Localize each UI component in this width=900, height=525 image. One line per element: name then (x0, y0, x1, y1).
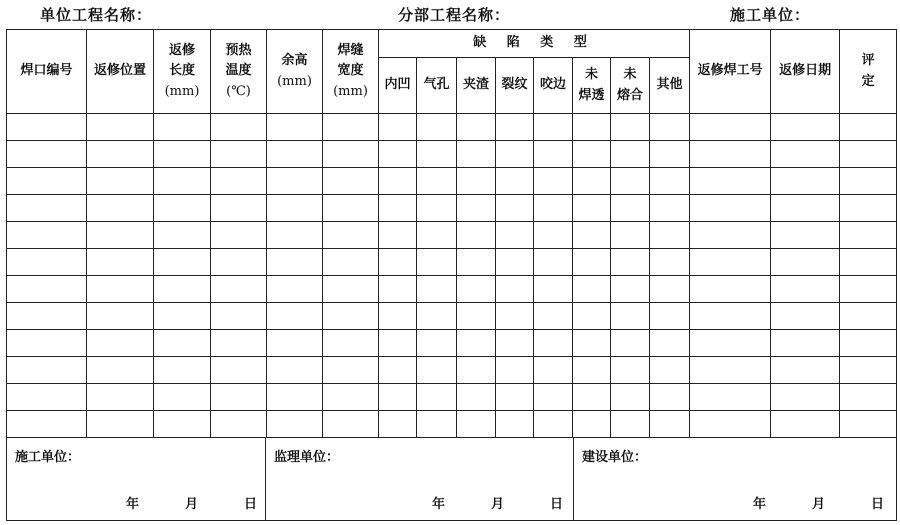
table-cell[interactable] (87, 357, 154, 384)
col-preheat-temp (211, 30, 267, 114)
table-cell[interactable] (417, 276, 457, 303)
table-cell[interactable] (496, 249, 534, 276)
table-cell[interactable] (771, 303, 840, 330)
date-month: 月 (811, 497, 825, 512)
table-row (7, 168, 897, 195)
table-cell[interactable] (323, 276, 379, 303)
table-cell[interactable] (417, 249, 457, 276)
table-cell[interactable] (534, 249, 573, 276)
table-cell[interactable] (771, 141, 840, 168)
table-cell[interactable] (417, 303, 457, 330)
table-cell[interactable] (7, 276, 87, 303)
table-row (7, 141, 897, 168)
date-month: 月 (490, 497, 504, 512)
table-cell[interactable] (323, 141, 379, 168)
table-cell[interactable] (534, 330, 573, 357)
table-cell[interactable] (496, 357, 534, 384)
signature-block-2[interactable] (574, 438, 897, 521)
signature-date (753, 493, 884, 512)
table-cell[interactable] (573, 141, 611, 168)
table-cell[interactable] (154, 411, 211, 438)
table-cell[interactable] (840, 141, 897, 168)
header-line-text: (mm) (277, 73, 312, 89)
table-cell[interactable] (650, 330, 690, 357)
col-reinforcement (267, 30, 323, 114)
col-repair-welder-no: 返修焊工号 (690, 30, 771, 114)
table-cell[interactable] (7, 303, 87, 330)
col-defect-1 (417, 58, 457, 114)
table-cell[interactable] (840, 222, 897, 249)
table-cell[interactable] (690, 249, 771, 276)
table-cell[interactable] (87, 168, 154, 195)
table-cell[interactable] (611, 357, 650, 384)
header-line-text: 定 (861, 73, 875, 89)
table-cell[interactable] (87, 330, 154, 357)
table-cell[interactable] (417, 141, 457, 168)
table-cell[interactable] (379, 222, 417, 249)
table-cell[interactable] (611, 168, 650, 195)
header-line-text: (mm) (164, 83, 200, 99)
table-cell[interactable] (771, 222, 840, 249)
table-cell[interactable] (771, 384, 840, 411)
table-cell[interactable] (211, 276, 267, 303)
table-cell[interactable] (211, 330, 267, 357)
table-cell[interactable] (323, 168, 379, 195)
table-cell[interactable] (573, 114, 611, 141)
col-defect-2 (457, 58, 496, 114)
defect-label: 未 (584, 67, 598, 83)
defect-label: 咬边 (539, 77, 566, 93)
table-row (7, 330, 897, 357)
table-cell[interactable] (457, 276, 496, 303)
table-cell[interactable] (323, 411, 379, 438)
defect-label: 内凹 (384, 77, 411, 93)
table-cell[interactable] (457, 357, 496, 384)
table-cell[interactable] (211, 114, 267, 141)
table-cell[interactable] (573, 249, 611, 276)
table-cell[interactable] (379, 141, 417, 168)
table-cell[interactable] (840, 384, 897, 411)
defect-label: 夹渣 (462, 77, 489, 93)
table-cell[interactable] (534, 411, 573, 438)
table-cell[interactable] (417, 222, 457, 249)
table-cell[interactable] (534, 303, 573, 330)
table-cell[interactable] (7, 195, 87, 222)
table-cell[interactable] (154, 357, 211, 384)
table-cell[interactable] (154, 141, 211, 168)
table-cell[interactable] (840, 303, 897, 330)
col-defect-4 (534, 58, 573, 114)
table-cell[interactable] (771, 168, 840, 195)
table-cell[interactable] (267, 168, 323, 195)
table-cell[interactable] (211, 303, 267, 330)
table-cell[interactable] (496, 195, 534, 222)
table-cell[interactable] (650, 411, 690, 438)
table-cell[interactable] (496, 141, 534, 168)
table-cell[interactable] (690, 114, 771, 141)
table-cell[interactable] (211, 222, 267, 249)
table-cell[interactable] (496, 330, 534, 357)
table-cell[interactable] (417, 330, 457, 357)
table-cell[interactable] (611, 141, 650, 168)
table-cell[interactable] (267, 249, 323, 276)
table-cell[interactable] (534, 114, 573, 141)
table-cell[interactable] (211, 141, 267, 168)
header-line-text: 余高 (281, 53, 308, 69)
table-cell[interactable] (457, 303, 496, 330)
table-cell[interactable] (771, 249, 840, 276)
sub-project-name-label: 分部工程名称： (398, 6, 511, 24)
table-cell[interactable] (211, 195, 267, 222)
table-cell[interactable] (650, 195, 690, 222)
col-defect-7 (650, 58, 690, 114)
table-cell[interactable] (840, 249, 897, 276)
table-cell[interactable] (496, 411, 534, 438)
col-defect-5 (573, 58, 611, 114)
table-cell[interactable] (650, 276, 690, 303)
defect-label: 未 (623, 67, 637, 83)
table-cell[interactable] (690, 222, 771, 249)
defect-label: 熔合 (616, 87, 643, 103)
col-defect-6 (611, 58, 650, 114)
table-cell[interactable] (690, 330, 771, 357)
construction-unit-label: 施工单位： (730, 6, 811, 24)
table-cell[interactable] (534, 384, 573, 411)
table-cell[interactable] (154, 330, 211, 357)
table-cell[interactable] (457, 114, 496, 141)
table-cell[interactable] (211, 168, 267, 195)
table-row (7, 303, 897, 330)
table-cell[interactable] (573, 384, 611, 411)
table-cell[interactable] (379, 114, 417, 141)
table-cell[interactable] (650, 249, 690, 276)
signature-block-1[interactable] (266, 438, 574, 521)
col-defect-0 (379, 58, 417, 114)
table-row (7, 222, 897, 249)
table-cell[interactable] (840, 411, 897, 438)
table-cell[interactable] (690, 303, 771, 330)
col-repair-date: 返修日期 (771, 30, 840, 114)
table-cell[interactable] (323, 330, 379, 357)
col-repair-position: 返修位置 (87, 30, 154, 114)
table-cell[interactable] (690, 384, 771, 411)
table-cell[interactable] (611, 249, 650, 276)
table-cell[interactable] (573, 276, 611, 303)
header-line-text: (℃) (226, 83, 251, 99)
table-cell[interactable] (496, 114, 534, 141)
col-weld-no: 焊口编号 (7, 30, 87, 114)
date-day: 日 (549, 497, 563, 512)
table-cell[interactable] (611, 195, 650, 222)
table-cell[interactable] (154, 249, 211, 276)
table-cell[interactable] (496, 303, 534, 330)
unit-project-name-label: 单位工程名称： (40, 6, 153, 24)
signature-date (126, 493, 257, 512)
table-cell[interactable] (611, 222, 650, 249)
table-cell[interactable] (379, 384, 417, 411)
table-cell[interactable] (323, 303, 379, 330)
table-cell[interactable] (323, 222, 379, 249)
table-cell[interactable] (267, 195, 323, 222)
table-cell[interactable] (457, 411, 496, 438)
table-cell[interactable] (457, 330, 496, 357)
table-cell[interactable] (154, 168, 211, 195)
table-cell[interactable] (840, 114, 897, 141)
table-cell[interactable] (573, 303, 611, 330)
table-cell[interactable] (690, 195, 771, 222)
col-evaluation (840, 30, 897, 114)
table-cell[interactable] (496, 168, 534, 195)
table-cell[interactable] (379, 303, 417, 330)
table-cell[interactable] (379, 168, 417, 195)
table-cell[interactable] (496, 276, 534, 303)
form-header (0, 0, 900, 28)
table-row (7, 411, 897, 438)
table-cell[interactable] (7, 222, 87, 249)
table-cell[interactable] (267, 357, 323, 384)
col-weld-width (323, 30, 379, 114)
table-cell[interactable] (840, 276, 897, 303)
table-cell[interactable] (7, 411, 87, 438)
table-cell[interactable] (323, 384, 379, 411)
table-cell[interactable] (7, 330, 87, 357)
table-cell[interactable] (417, 357, 457, 384)
table-cell[interactable] (87, 249, 154, 276)
table-cell[interactable] (650, 384, 690, 411)
table-cell[interactable] (267, 384, 323, 411)
table-cell[interactable] (267, 222, 323, 249)
header-line-text: 宽度 (337, 63, 364, 79)
table-cell[interactable] (771, 114, 840, 141)
table-cell[interactable] (690, 411, 771, 438)
header-line-text: 长度 (168, 63, 195, 79)
col-repair-length (154, 30, 211, 114)
table-cell[interactable] (496, 222, 534, 249)
table-cell[interactable] (650, 114, 690, 141)
date-year: 年 (125, 497, 139, 512)
table-cell[interactable] (87, 411, 154, 438)
defect-label: 其他 (656, 77, 683, 93)
table-cell[interactable] (267, 330, 323, 357)
table-cell[interactable] (690, 357, 771, 384)
table-cell[interactable] (690, 168, 771, 195)
table-cell[interactable] (154, 276, 211, 303)
table-cell[interactable] (379, 411, 417, 438)
date-day: 日 (870, 497, 884, 512)
table-cell[interactable] (771, 195, 840, 222)
defect-label: 气孔 (423, 77, 450, 93)
table-cell[interactable] (573, 330, 611, 357)
table-cell[interactable] (154, 195, 211, 222)
table-cell[interactable] (457, 168, 496, 195)
table-cell[interactable] (154, 222, 211, 249)
table-cell[interactable] (496, 384, 534, 411)
table-row (7, 195, 897, 222)
table-cell[interactable] (267, 303, 323, 330)
header-line-text: 预热 (225, 43, 252, 59)
table-cell[interactable] (323, 114, 379, 141)
defect-label: 裂纹 (501, 77, 528, 93)
header-line-text: 焊缝 (337, 43, 364, 59)
table-cell[interactable] (457, 249, 496, 276)
table-cell[interactable] (7, 357, 87, 384)
table-cell[interactable] (267, 411, 323, 438)
signature-label: 建设单位： (582, 450, 648, 465)
table-cell[interactable] (87, 276, 154, 303)
date-year: 年 (431, 497, 445, 512)
table-cell[interactable] (379, 330, 417, 357)
table-cell[interactable] (650, 357, 690, 384)
table-cell[interactable] (573, 222, 611, 249)
table-cell[interactable] (7, 168, 87, 195)
table-cell[interactable] (154, 384, 211, 411)
signature-label: 施工单位： (15, 450, 81, 465)
table-row (7, 276, 897, 303)
header-line-text: 评 (861, 53, 875, 69)
table-cell[interactable] (417, 168, 457, 195)
table-cell[interactable] (267, 114, 323, 141)
table-cell[interactable] (690, 276, 771, 303)
table-cell[interactable] (457, 195, 496, 222)
table-cell[interactable] (573, 195, 611, 222)
table-cell[interactable] (690, 141, 771, 168)
table-cell[interactable] (534, 141, 573, 168)
signature-date (432, 493, 563, 512)
table-cell[interactable] (323, 195, 379, 222)
table-cell[interactable] (771, 357, 840, 384)
table-cell[interactable] (771, 276, 840, 303)
table-cell[interactable] (417, 411, 457, 438)
table-cell[interactable] (611, 276, 650, 303)
table-cell[interactable] (211, 249, 267, 276)
table-cell[interactable] (7, 141, 87, 168)
date-day: 日 (243, 497, 257, 512)
table-cell[interactable] (611, 114, 650, 141)
table-cell[interactable] (840, 357, 897, 384)
weld-repair-table (6, 29, 897, 438)
table-cell[interactable] (417, 384, 457, 411)
table-cell[interactable] (771, 330, 840, 357)
table-cell[interactable] (840, 168, 897, 195)
table-cell[interactable] (457, 141, 496, 168)
table-cell[interactable] (650, 141, 690, 168)
table-cell[interactable] (7, 384, 87, 411)
col-defect-3 (496, 58, 534, 114)
table-cell[interactable] (534, 222, 573, 249)
table-cell[interactable] (534, 357, 573, 384)
table-cell[interactable] (417, 195, 457, 222)
table-cell[interactable] (534, 168, 573, 195)
table-cell[interactable] (650, 303, 690, 330)
table-cell[interactable] (154, 114, 211, 141)
table-cell[interactable] (379, 357, 417, 384)
table-row (7, 249, 897, 276)
table-cell[interactable] (323, 249, 379, 276)
defect-label: 焊透 (578, 87, 605, 103)
table-cell[interactable] (611, 384, 650, 411)
table-cell[interactable] (611, 303, 650, 330)
header-line-text: 返修 (168, 43, 195, 59)
table-cell[interactable] (379, 276, 417, 303)
table-cell[interactable] (457, 384, 496, 411)
table-row (7, 357, 897, 384)
table-cell[interactable] (379, 249, 417, 276)
table-cell[interactable] (379, 195, 417, 222)
table-cell[interactable] (7, 249, 87, 276)
table-cell[interactable] (211, 384, 267, 411)
table-cell[interactable] (573, 168, 611, 195)
header-line-text: 温度 (225, 63, 252, 79)
table-row (7, 114, 897, 141)
table-cell[interactable] (7, 114, 87, 141)
table-cell[interactable] (457, 222, 496, 249)
table-cell[interactable] (771, 411, 840, 438)
table-cell[interactable] (417, 114, 457, 141)
table-cell[interactable] (87, 384, 154, 411)
table-cell[interactable] (87, 195, 154, 222)
table-cell[interactable] (611, 330, 650, 357)
table-cell[interactable] (650, 168, 690, 195)
table-cell[interactable] (573, 357, 611, 384)
table-cell[interactable] (87, 303, 154, 330)
table-cell[interactable] (87, 222, 154, 249)
table-cell[interactable] (534, 276, 573, 303)
table-row (7, 384, 897, 411)
table-cell[interactable] (211, 357, 267, 384)
signature-section (6, 437, 897, 521)
table-cell[interactable] (840, 330, 897, 357)
table-cell[interactable] (267, 141, 323, 168)
table-cell[interactable] (650, 222, 690, 249)
table-cell[interactable] (87, 114, 154, 141)
table-cell[interactable] (154, 303, 211, 330)
table-cell[interactable] (611, 411, 650, 438)
col-defect-type: 缺 陷 类 型 (379, 30, 690, 58)
table-cell[interactable] (211, 411, 267, 438)
header-line-text: (mm) (333, 83, 368, 99)
date-year: 年 (752, 497, 766, 512)
date-month: 月 (184, 497, 198, 512)
table-cell[interactable] (840, 195, 897, 222)
table-cell[interactable] (323, 357, 379, 384)
table-cell[interactable] (267, 276, 323, 303)
table-cell[interactable] (573, 411, 611, 438)
signature-block-0[interactable] (7, 438, 266, 521)
signature-label: 监理单位： (274, 450, 340, 465)
table-cell[interactable] (87, 141, 154, 168)
table-cell[interactable] (534, 195, 573, 222)
